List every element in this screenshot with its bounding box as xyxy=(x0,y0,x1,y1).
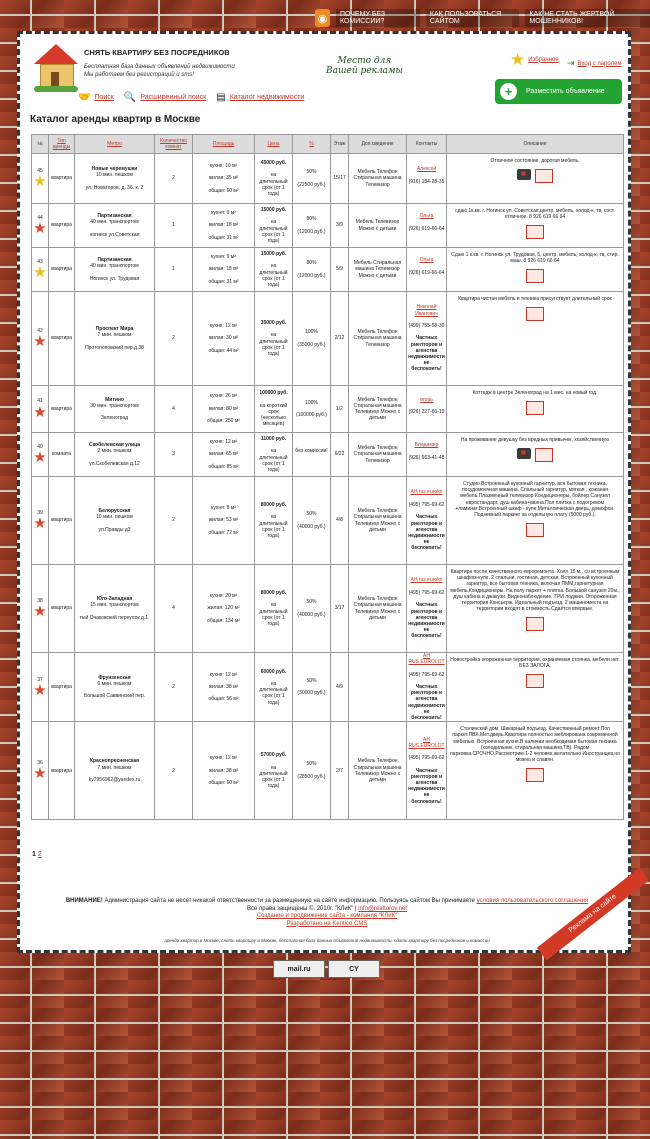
row-floor: 5/9 xyxy=(331,248,349,292)
col-contacts: Контакты xyxy=(407,135,447,154)
row-metro: Скобелевская улица 2 мин. пешком ул.Скобелевская д.12 xyxy=(75,433,155,477)
row-floor: 3/17 xyxy=(331,565,349,653)
row-contacts: AH rus.eurolot (495) 795-69-62 Частных риелторов и агенства недвижимости не беспокоить! xyxy=(407,477,447,565)
row-metro: Краснопресненская 7 мин. пешком kv7956962@yandex.ru xyxy=(75,722,155,820)
row-price: 45000 руб. на длительный срок (от 1 года) xyxy=(255,154,293,204)
row-type: комната xyxy=(49,433,75,477)
row-extras: Мебель Телефон Стиральная машина Телевизор Можно с детьми xyxy=(349,722,407,820)
handshake-icon: 🤝 xyxy=(78,92,91,103)
row-contacts: Ольга (926) 619-66-64 xyxy=(407,248,447,292)
row-rooms: 2 xyxy=(155,722,193,820)
photo-thumbnail-icon[interactable] xyxy=(526,269,544,283)
page-sheet xyxy=(17,31,631,953)
contact-name-link[interactable]: игорь xyxy=(420,396,433,403)
main-nav xyxy=(78,92,304,103)
table-row[interactable] xyxy=(32,386,624,433)
footer-warning: Администрация сайта не несет никакой ответственности за размещенную на сайте информацию. Пользуясь сайтом Вы принимаете xyxy=(104,898,475,904)
row-rooms: 1 xyxy=(155,248,193,292)
row-metro: Фрунзенская 6 мин. пешком Большой Саввинский пер. xyxy=(75,653,155,722)
contact-name-link[interactable]: AH rus.eurolot xyxy=(410,489,443,496)
table-row[interactable] xyxy=(32,653,624,722)
row-metro: Партизанская 40 мин. транспортом ногинск ул.Советская xyxy=(75,204,155,248)
row-floor: 6/22 xyxy=(331,433,349,477)
col-number: № xyxy=(32,135,49,154)
page-title: Каталог аренды квартир в Москве xyxy=(30,114,201,125)
photo-thumbnail-icon[interactable] xyxy=(526,674,544,688)
contact-name-link[interactable]: AH rus.eurolot xyxy=(410,577,443,584)
row-description: Новостройка огороженная территория, охраняемая стоянка, мебели нет. БЕЗ ЗАЛОГА. xyxy=(447,653,624,722)
house-logo-icon[interactable] xyxy=(34,44,78,92)
post-ad-label: Разместить объявление xyxy=(526,88,605,95)
row-floor: 2/12 xyxy=(331,292,349,386)
footer-rights: Все права защищены ©. 2010г. "КЛиК" | xyxy=(247,905,357,912)
row-rooms: 4 xyxy=(155,565,193,653)
row-description: Коттедж в центре Зеленоград на 1 мес. на новый год. xyxy=(447,386,624,433)
seo-text: аренда квартир в Москве, снять квартиру в Москве, бесплатная база данных объявлений недвижимости, сдать квартиру без посредников и комиссии xyxy=(164,938,490,943)
row-rooms: 2 xyxy=(155,154,193,204)
row-metro: Белорусская 10 мин. пешком ул.Правды д3 xyxy=(75,477,155,565)
table-row[interactable] xyxy=(32,204,624,248)
row-description: Квартира чистая мебель и техника присутствует длительный срок xyxy=(447,292,624,386)
page-current: 1 xyxy=(32,851,36,858)
photo-thumbnail-icon[interactable] xyxy=(526,307,544,321)
row-floor: 1/2 xyxy=(331,386,349,433)
row-description: На проживание девушку без вредных привычек, хозяйственную xyxy=(447,433,624,477)
nav-search[interactable]: Поиск xyxy=(94,94,114,101)
row-percent: 100% (35000 руб.) xyxy=(293,292,331,386)
row-price: 100000 руб. на короткий срок (несколько месяцев) xyxy=(255,386,293,433)
contact-name-link[interactable]: Ольга xyxy=(419,213,434,220)
counters xyxy=(273,960,380,978)
site-title: СНЯТЬ КВАРТИРУ БЕЗ ПОСРЕДНИКОВ xyxy=(84,48,230,57)
row-type: квартира xyxy=(49,722,75,820)
row-extras: Мебель Телефон Стиральная машина Телевизор Можно с детьми xyxy=(349,386,407,433)
row-type: квартира xyxy=(49,653,75,722)
top-link-why-no-commission[interactable]: ПОЧЕМУ БЕЗ КОМИССИИ? xyxy=(336,9,420,27)
row-floor: 15/17 xyxy=(331,154,349,204)
row-contacts: Ольга (926) 619-66-64 xyxy=(407,204,447,248)
row-area: кухня: 10 м² жилая: 35 м² общая: 60 м² xyxy=(193,154,255,204)
row-rooms: 2 xyxy=(155,477,193,565)
row-type: квартира xyxy=(49,477,75,565)
favorite-star-icon[interactable]: ★ xyxy=(33,264,47,282)
row-description: сдаю 1к.кв. г. Ногинск ул. Советская,центр, мебель, холод-к, тв, сост. отличное. 8 926 619 66 64 xyxy=(447,204,624,248)
top-bar xyxy=(315,8,650,28)
row-extras xyxy=(349,653,407,722)
row-type: квартира xyxy=(49,386,75,433)
row-percent: 100% (100000 руб.) xyxy=(293,386,331,433)
row-floor: 4/8 xyxy=(331,477,349,565)
star-icon: ★ xyxy=(510,50,526,69)
table-row[interactable] xyxy=(32,292,624,386)
magnifier-icon: 🔍 xyxy=(123,92,137,103)
col-area[interactable]: Площадь xyxy=(193,135,255,154)
pagination xyxy=(32,851,42,858)
row-metro: Митино 30 мин. транспортом Зеленоград xyxy=(75,386,155,433)
row-percent: 80% (12000 руб.) xyxy=(293,248,331,292)
row-rooms: 3 xyxy=(155,433,193,477)
row-description: Студио.Встроенный кухонный гарнитур, вся бытовая техника, посудомоечная машина. Спальный гарнитур, мягкая , кожаная мебель.Плазменный телевизор.Кондиционеры, бойлер.Санузел евростандарт, душ кабина+ванна.Пол плитка с подогревом +ламинат.Встроенный шкаф - купе.Металлическая дверь, домофон. Подземный паркинг за отдельную плату (5000 руб.). xyxy=(447,477,624,565)
site-subtitle xyxy=(84,63,235,79)
row-contacts: Николай Иванович (499) 755-58-30 Частных риелторов и агенства недвижимости не беспокоить! xyxy=(407,292,447,386)
site-subtitle-line2: Мы работаем без регистраций и sms! xyxy=(84,72,194,78)
row-id: 40 ★ xyxy=(32,433,49,477)
contact-name-link[interactable]: AH RUS.EUROLOT xyxy=(408,736,445,749)
row-area: кухня: 20 м² жилая: 120 м² общая: 134 м² xyxy=(193,565,255,653)
favorite-star-icon[interactable]: ★ xyxy=(33,173,47,191)
catalog-icon: ▤ xyxy=(216,92,226,103)
table-row[interactable] xyxy=(32,565,624,653)
col-floor: Этаж xyxy=(331,135,349,154)
row-floor: 2/7 xyxy=(331,722,349,820)
row-price: 15000 руб. на длительный срок (от 1 года) xyxy=(255,248,293,292)
row-extras: Мебель Телевизор Можно с детьми xyxy=(349,204,407,248)
row-id: 43 ★ xyxy=(32,248,49,292)
row-percent: 50% (40000 руб.) xyxy=(293,565,331,653)
page-next[interactable]: 2 xyxy=(37,851,42,858)
row-price: 57000 руб. на длительный срок (от 1 года) xyxy=(255,722,293,820)
favorite-star-icon[interactable]: ★ xyxy=(33,403,47,421)
ad-line2: Вашей рекламы xyxy=(326,66,403,76)
camera-icon[interactable] xyxy=(517,169,531,180)
row-percent: без комиссии! xyxy=(293,433,331,477)
mailru-counter[interactable]: mail.ru xyxy=(273,960,325,978)
favorite-star-icon[interactable]: ★ xyxy=(33,220,47,238)
row-price: 15000 руб. на длительный срок (от 1 года) xyxy=(255,204,293,248)
row-type: квартира xyxy=(49,204,75,248)
row-description: Сдаю 1 к.кв. г. Ногинск ул. Трудовая, 5, центр, мебель, холод-к, тв, стир. маш. 8 926 619 66 64 xyxy=(447,248,624,292)
col-extras: Доп.сведения xyxy=(349,135,407,154)
photo-thumbnail-icon[interactable] xyxy=(526,401,544,415)
ad-placeholder[interactable] xyxy=(326,56,403,76)
footer-cms-link[interactable]: Разработано на Kentico CMS xyxy=(286,920,368,927)
photo-thumbnail-icon[interactable] xyxy=(526,768,544,782)
ad-line1: Место для xyxy=(337,56,392,66)
listings-table xyxy=(31,134,624,820)
contact-name-link[interactable]: Владимир xyxy=(414,442,439,449)
table-row[interactable] xyxy=(32,154,624,204)
row-id: 44 ★ xyxy=(32,204,49,248)
table-row[interactable] xyxy=(32,477,624,565)
col-metro[interactable]: Метро xyxy=(75,135,155,154)
row-id: 39 ★ xyxy=(32,477,49,565)
favorite-star-icon[interactable]: ★ xyxy=(33,449,47,467)
plus-icon: + xyxy=(500,83,517,100)
favorite-star-icon[interactable]: ★ xyxy=(33,515,47,533)
row-id: 45 ★ xyxy=(32,154,49,204)
row-contacts: AH RUS.EUROLOT (495) 795-69-62 Частных риелторов и агенства недвижимости не беспокоить! xyxy=(408,653,445,722)
row-price: 11000 руб. на длительный срок (от 1 года) xyxy=(255,433,293,477)
row-extras: Мебель Стиральная машина Телевизор Можно с детьми xyxy=(349,248,407,292)
photo-thumbnail-icon[interactable] xyxy=(535,169,553,183)
table-row[interactable] xyxy=(32,433,624,477)
row-area: кухня: 26 м² жилая: 80 м² общая: 250 м² xyxy=(193,386,255,433)
row-id: 42 ★ xyxy=(32,292,49,386)
row-floor: 4/9 xyxy=(331,653,349,722)
row-extras: Мебель Телефон Стиральная машина Телевизор Можно с детьми xyxy=(349,565,407,653)
row-rooms: 2 xyxy=(155,653,193,722)
post-ad-button[interactable] xyxy=(495,79,622,104)
row-contacts: игорь (926) 227-66-10 xyxy=(407,386,447,433)
row-rooms: 2 xyxy=(155,292,193,386)
row-extras: Мебель Телефон Стиральная машина Телевизор xyxy=(349,292,407,386)
nav-advanced-search[interactable]: Расширенный поиск xyxy=(140,94,207,101)
row-percent: 50% (30000 руб.) xyxy=(293,653,331,722)
cy-counter[interactable]: CY xyxy=(328,960,380,978)
contact-name-link[interactable]: Алексей xyxy=(416,166,437,173)
table-row[interactable] xyxy=(32,248,624,292)
row-area: кухня: 12 м² жилая: 38 м² общая: 60 м² xyxy=(193,722,255,820)
row-extras: Мебель Телефон Стиральная машина Телевизор xyxy=(349,154,407,204)
col-rooms[interactable]: Количество комнат xyxy=(155,135,193,154)
favorites-link[interactable] xyxy=(510,51,559,68)
contact-name-link[interactable]: Николай Иванович xyxy=(415,304,438,317)
rss-icon[interactable]: ◉ xyxy=(315,9,330,27)
row-type: квартира xyxy=(49,292,75,386)
row-extras: Мебель Телефон Стиральная машина Телевизор Можно с детьми xyxy=(349,477,407,565)
row-type: квартира xyxy=(49,565,75,653)
login-link[interactable] xyxy=(567,58,622,69)
contact-name-link[interactable]: Ольга xyxy=(419,257,434,264)
row-area: кухня: 9 м² жилая: 18 м² общая: 31 м² xyxy=(193,248,255,292)
row-id: 37 ★ xyxy=(32,653,49,722)
row-area: кухня: 12 м² жилая: 30 м² общая: 44 м² xyxy=(193,292,255,386)
login-arrow-icon: ⇥ xyxy=(567,58,575,68)
row-price: 35000 руб. на длительный срок (от 1 года) xyxy=(255,292,293,386)
col-description: Описание xyxy=(447,135,624,154)
row-contacts: Алексей (916) 184-28-35 xyxy=(407,154,447,204)
row-metro: Проспект Мира 7 мин. пешком Протопоповский пер.д.38 xyxy=(75,292,155,386)
favorite-star-icon[interactable]: ★ xyxy=(33,681,47,699)
footer-promo-link[interactable]: Создание и продвижение сайта - компания "КЛиК" xyxy=(256,913,398,919)
table-row[interactable] xyxy=(32,722,624,820)
col-price[interactable]: Цена xyxy=(255,135,293,154)
row-type: квартира xyxy=(49,154,75,204)
row-price: 80000 руб. на длительный срок (от 1 года) xyxy=(255,477,293,565)
favorite-star-icon[interactable]: ★ xyxy=(33,603,47,621)
top-link-fraud[interactable]: КАК НЕ СТАТЬ ЖЕРТВОЙ МОШЕННИКОВ! xyxy=(525,9,650,27)
col-percent[interactable]: % xyxy=(293,135,331,154)
terms-link[interactable]: условия пользовательского соглашения xyxy=(476,898,589,904)
row-metro: Партизанская 40 мин. транспортом Ногинск ул. Трудовая xyxy=(75,248,155,292)
ad-ribbon[interactable]: Реклама на сайте xyxy=(537,868,649,961)
footer-email-link[interactable]: info@realtorov.net xyxy=(358,905,407,912)
row-area: кухня: 9 м² жилая: 18 м² общая: 31 м² xyxy=(193,204,255,248)
row-area: кухня: 12 м² жилая: 65 м² общая: 85 м² xyxy=(193,433,255,477)
favorite-star-icon[interactable]: ★ xyxy=(33,765,47,783)
row-id: 38 ★ xyxy=(32,565,49,653)
top-link-how-to-use[interactable]: КАК ПОЛЬЗОВАТЬСЯ САЙТОМ xyxy=(426,9,520,27)
row-contacts: Владимир (926) 663-41-48 xyxy=(407,433,447,477)
favorite-star-icon[interactable]: ★ xyxy=(33,333,47,351)
photo-thumbnail-icon[interactable] xyxy=(526,225,544,239)
row-area: кухня: 12 м² жилая: 38 м² общая: 56 м² xyxy=(193,653,255,722)
contact-name-link[interactable]: AH RUS.EUROLOT xyxy=(408,653,445,666)
row-extras: Мебель Телефон Стиральная машина Телевизор xyxy=(349,433,407,477)
row-description: Сталинский дом. Шикарный подъезд. Качественный ремонт.Пол паркет.ПВХ.Мет.дверь.Квартира полностью меблирована современной мебелью. Встроенная кухня.В наличии необходимая бытовая техника (холодильник, стиральная машина,ТВ). Рядом парковка.СРОЧНО.Рассмотрим 1-2 человек,желательно Иностранцев,но можно и славян. xyxy=(447,722,624,820)
login-label[interactable]: Вход с паролем xyxy=(577,60,622,67)
row-percent: 50% (40000 руб.) xyxy=(293,477,331,565)
row-type: квартира xyxy=(49,248,75,292)
site-subtitle-line1: Бесплатная база данных объявлений недвижимости xyxy=(84,64,235,70)
favorites-label[interactable]: Избранное xyxy=(528,56,559,63)
footer-warning-bold: ВНИМАНИЕ! xyxy=(65,898,103,904)
photo-thumbnail-icon[interactable] xyxy=(535,448,553,462)
row-id: 36 ★ xyxy=(32,722,49,820)
row-floor: 3/9 xyxy=(331,204,349,248)
row-id: 41 ★ xyxy=(32,386,49,433)
row-price: 80000 руб. на длительный срок (от 1 года) xyxy=(255,565,293,653)
row-contacts: AH rus.eurolot (495) 795-69-62 Частных риелторов и агенства недвижимости не беспокоить! xyxy=(407,565,447,653)
row-metro: Юго-Западная 15 мин. транспортом тый Очаковский переулок д.1. xyxy=(75,565,155,653)
table-header xyxy=(32,135,624,154)
row-description: Отличное состояние, дорогая мебель. xyxy=(447,154,624,204)
photo-thumbnail-icon[interactable] xyxy=(526,617,544,631)
col-type[interactable]: Тип аренды xyxy=(49,135,75,154)
row-percent: 50% (28500 руб.) xyxy=(293,722,331,820)
photo-thumbnail-icon[interactable] xyxy=(526,523,544,537)
row-metro: Новые черемушки 10 мин. пешком ул. Новаторов, д. 36, к. 2 xyxy=(75,154,155,204)
camera-icon[interactable] xyxy=(517,448,531,459)
row-rooms: 1 xyxy=(155,204,193,248)
row-price: 60000 руб. на длительный срок (от 1 года) xyxy=(255,653,293,722)
row-percent: 80% (12000 руб.) xyxy=(293,204,331,248)
row-percent: 50% (22500 руб.) xyxy=(293,154,331,204)
nav-catalog[interactable]: Каталог недвижимости xyxy=(229,94,305,101)
footer xyxy=(20,898,634,928)
row-rooms: 4 xyxy=(155,386,193,433)
row-description: Квартира после качественного евроремонта. Холл 15 м., со встроенным шкафом-купе. 2 спальни, гостиная, детская. Встроенный кухонный гарнитур, вся бытовая техника, включая ПММ,гарнитурная мебель,Кондиционеры. На полу паркет + плитка. Большой санузел 20м., душ кабина и джакузи. Видеонаблюдение. ТРИ лоджии. Огороженная территория.Консьерж. Идеальный подъезд. 2 машиноместа на территории входят в стоимость.Сдаётся впервые. xyxy=(447,565,624,653)
row-area: кухня: 8 м² жилая: 53 м² общая: 72 м² xyxy=(193,477,255,565)
row-contacts: AH RUS.EUROLOT (495) 795-69-62 Частных риелторов и агенства недвижимости не беспокоить! xyxy=(407,722,447,820)
